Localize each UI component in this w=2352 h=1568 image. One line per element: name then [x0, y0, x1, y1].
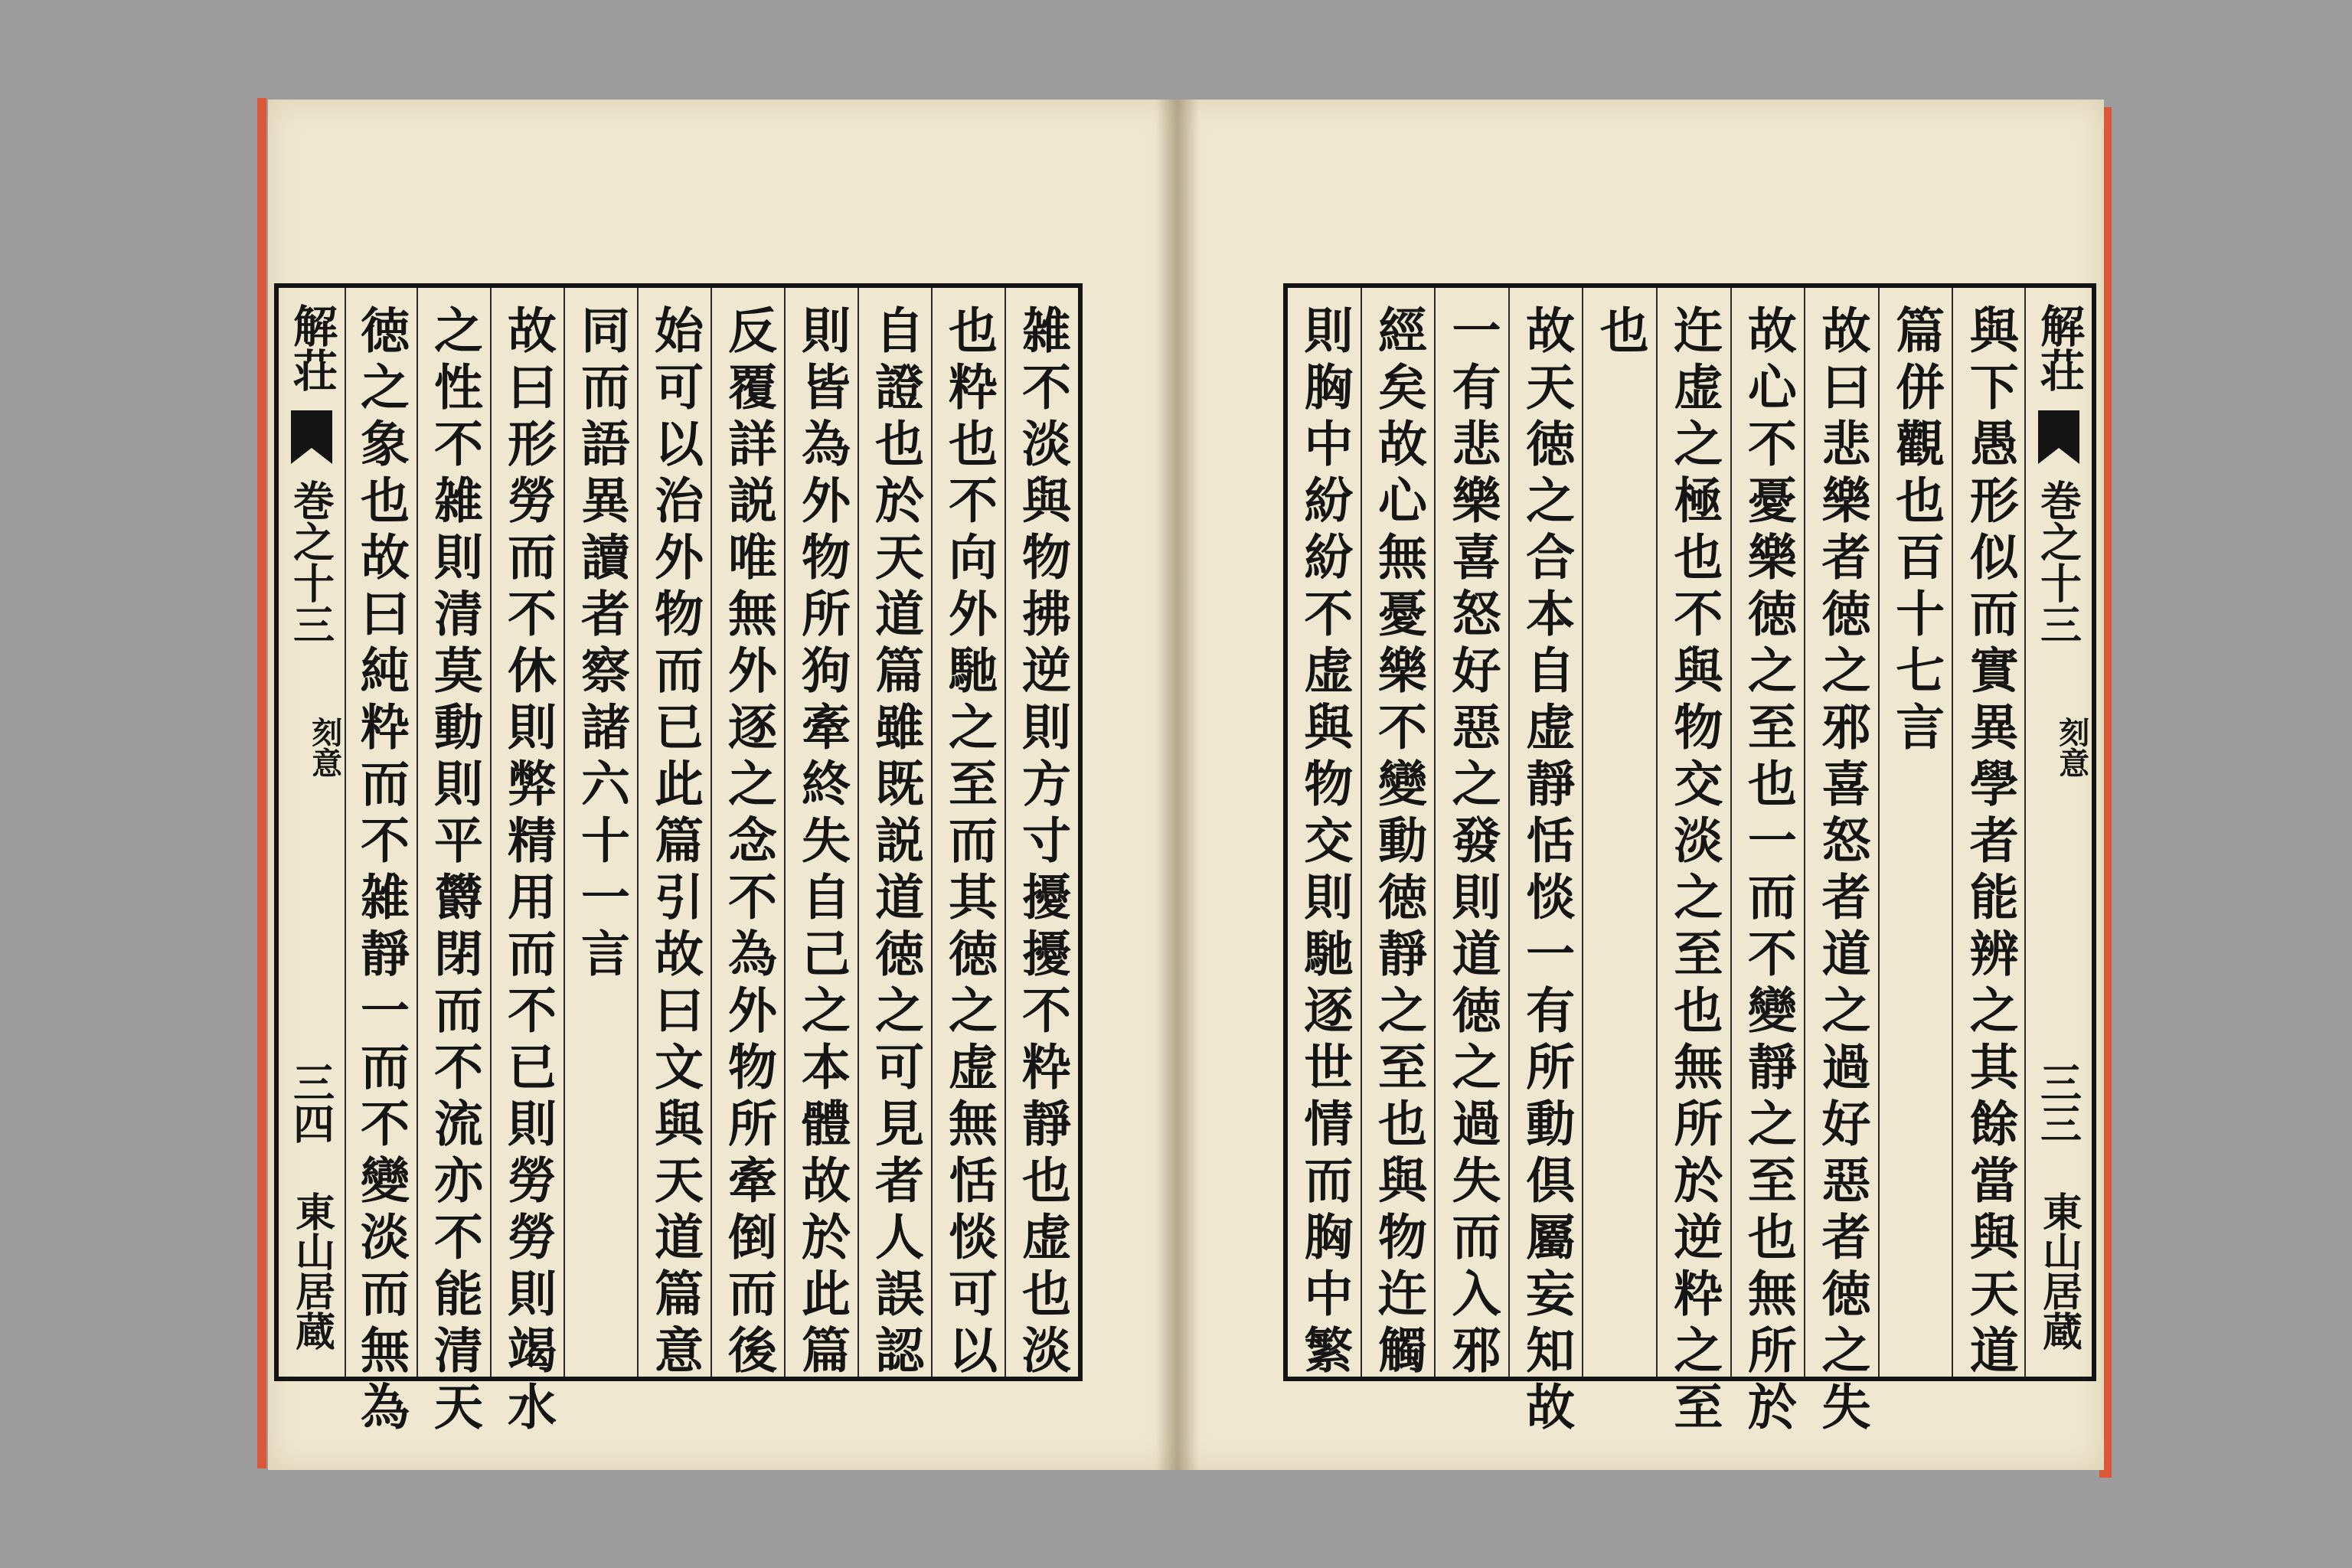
book-cover-edge-left	[257, 98, 266, 1468]
margin-title: 解荘	[286, 303, 338, 392]
margin-volume: 巻之十三	[286, 479, 336, 645]
margin-chapter: 刻意	[306, 717, 343, 778]
right-margin-band	[2024, 288, 2092, 1377]
text-column	[858, 288, 931, 1381]
margin-page-number: 三三	[2034, 1061, 2083, 1144]
text-column	[1582, 288, 1656, 1377]
text-column	[1656, 288, 1730, 1438]
column-text: 迕虚之極也不與物交淡之至也無所於逆粋之至	[1665, 305, 1723, 1438]
text-column	[1004, 288, 1078, 1381]
column-text: 一有悲樂喜怒好惡之發則道徳之過失而入邪	[1443, 305, 1501, 1381]
book-gutter	[1156, 100, 1199, 1470]
column-text: 篇併觀也百十七言	[1887, 305, 1945, 758]
column-text: 經矣故心無憂樂不變動徳靜之至也與物迕觸	[1369, 305, 1427, 1381]
fish-tail-mark	[291, 410, 332, 464]
text-column	[1434, 288, 1508, 1381]
column-text: 自證也於天道篇雖既説道徳之可見者人誤認	[867, 305, 924, 1381]
margin-page-number: 三四	[286, 1061, 336, 1144]
text-column	[416, 288, 490, 1438]
text-column	[564, 288, 637, 1377]
column-text: 故天徳之合本自虚靜恬惔一有所動倶屬妄知故	[1517, 305, 1576, 1438]
text-column	[1952, 288, 2026, 1381]
column-text: 同而語異讀者察諸六十一言	[573, 305, 630, 985]
margin-chapter: 刻意	[2053, 717, 2090, 778]
margin-publisher: 東山居蔵	[2035, 1191, 2082, 1351]
margin-title: 解荘	[2033, 303, 2085, 392]
text-column	[784, 288, 858, 1381]
left-margin-band	[279, 288, 346, 1377]
column-text: 徳之象也故曰純粋而不雑靜一而不變淡而無為	[352, 305, 410, 1438]
text-column	[1730, 288, 1805, 1438]
text-column	[710, 288, 784, 1381]
text-column	[345, 288, 416, 1438]
text-column	[931, 288, 1004, 1381]
left-text-frame	[274, 283, 1083, 1438]
column-text: 故心不憂樂徳之至也一而不變靜之至也無所於	[1739, 305, 1797, 1438]
column-text: 故曰悲樂者徳之邪喜怒者道之過好惡者徳之失	[1813, 305, 1871, 1438]
margin-volume: 巻之十三	[2034, 479, 2083, 645]
column-text: 雑不淡與物拂逆則方寸擾擾不粋靜也虚也淡	[1014, 305, 1071, 1381]
column-text: 也	[1591, 305, 1649, 361]
text-column	[1804, 288, 1878, 1438]
right-text-frame	[1283, 283, 2096, 1438]
column-text: 始可以治外物而已此篇引故曰文與天道篇意	[646, 305, 704, 1381]
column-text: 之性不雑則清莫動則平欝閉而不流亦不能清天	[426, 305, 483, 1438]
text-column	[1878, 288, 1952, 1377]
column-text: 故曰形勞而不休則弊精用而不已則勞勞則竭水	[499, 305, 557, 1438]
text-column	[1508, 288, 1583, 1438]
text-column	[1361, 288, 1435, 1381]
column-text: 則皆為外物所狗牽終失自己之本體故於此篇	[793, 305, 851, 1381]
text-column	[637, 288, 710, 1381]
column-text: 反覆詳説唯無外逐之念不為外物所牽倒而後	[720, 305, 777, 1381]
fish-tail-mark	[2038, 410, 2079, 464]
column-text: 則胸中紛紛不虚與物交則馳逐世情而胸中繁	[1295, 305, 1354, 1381]
text-column	[490, 288, 564, 1438]
column-text: 與下愚形似而實異學者能辨之其餘當與天道	[1961, 305, 2019, 1381]
column-text: 也粋也不向外馳之至而其徳之虚無恬惔可以	[940, 305, 998, 1381]
margin-publisher: 東山居蔵	[288, 1191, 335, 1351]
text-column	[1288, 288, 1361, 1381]
